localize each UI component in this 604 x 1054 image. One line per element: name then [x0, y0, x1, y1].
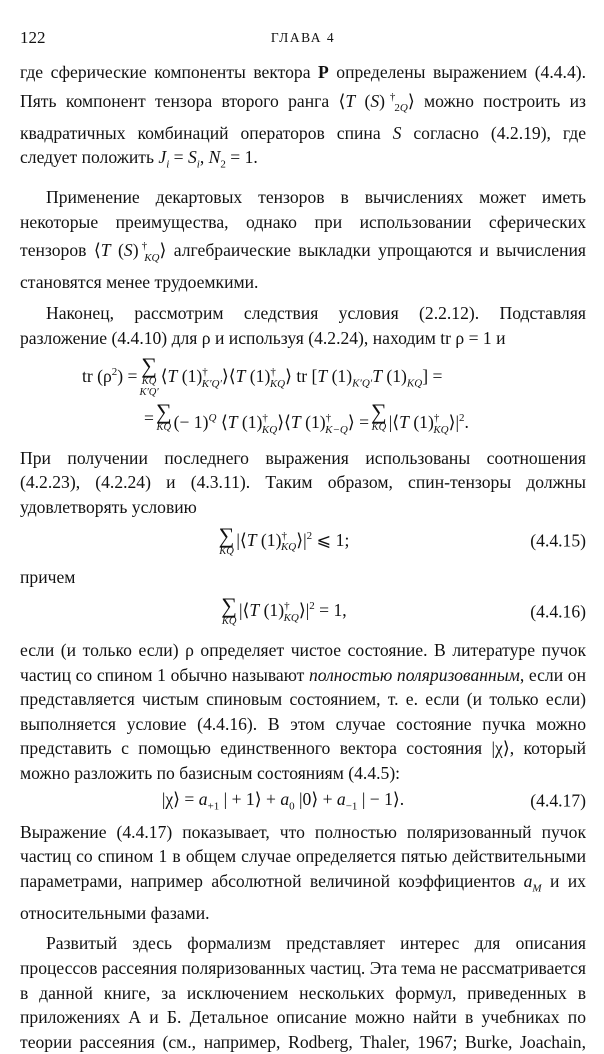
page-header: [20, 28, 586, 60]
equation-number-4-4-17: (4.4.17): [530, 790, 586, 811]
equation-4-4-17: |χ⟩ = $a_{+1}$ | + 1⟩ + $a_0$ |0⟩ + $a_{-1}$ | − 1⟩. (4.4.17): [161, 788, 586, 813]
paragraph-8: Развитый здесь формализм представляет интерес для описания процессов рассеяния поляризованных частиц. Эта тема не рассматривается в данной книге, за исключением нескольких формул, приведенных в приложениях А и Б. Детальное описание можно найти в учебниках по теории рассеяния (см., например, Rodberg, Thaler, 1967; Burke, Joachain,: [20, 933, 586, 1052]
page-number: 122: [20, 28, 46, 47]
paragraph-4: При получении последнего выражения использованы соотношения (4.2.23), (4.2.24) и (4.3.11). Таким образом, спин-тензоры должны удовлетворять условию: [20, 447, 586, 517]
chapter-title: ГЛАВА 4: [270, 30, 336, 45]
paragraph-6: если (и только если) ρ определяет чистое состояние. В литературе пучок частиц со спином 1 обычно называют полностью поляризованным, если он представляется чистым спиновым состоянием, т. е. если (и только если) выполняется условие (4.4.16). В этом случае состояние пучка можно представить с помощью единственного вектора состояния |χ⟩, который можно разложить по базисным состояниям (4.4.5):: [20, 639, 586, 783]
paragraph-7: Выражение (4.4.17) показывает, что полностью поляризованный пучок частиц со спином 1 в общем случае определяется пятью действительными параметрами, например абсолютной величиной коэффициентов $a_M$ и их относительными фазами.: [20, 821, 586, 923]
paragraph-2: Применение декартовых тензоров в вычислениях может иметь некоторые преимущества, однако при использовании сферических тензоров ⟨T $(S)^\dagger_{KQ}⟩$ алгебраические выкладки упрощаются и вычисления становятся менее трудоемкими.: [20, 187, 586, 293]
equation-4-4-15: ∑ KQ |⟨T $(1)^\dagger_{KQ}⟩|^2$ ⩽ 1; (4.4.15): [218, 522, 586, 557]
paragraph-3: Наконец, рассмотрим следствия условия (2.2.12). Подставляя разложение (4.4.10) для ρ и используя (4.2.24), находим tr ρ = 1 и: [20, 303, 586, 348]
page: [20, 28, 586, 1054]
equation-number-4-4-15: (4.4.15): [530, 530, 586, 551]
paragraph-1: где сферические компоненты вектора P определены выражением (4.4.4). Пять компонент тензора второго ранга ⟨T $(S)^\dagger_{2Q}⟩$ можно построить из квадратичных комбинаций операторов спина S согласно (4.2.19), где следует положить $J_i = S_i$, $N_2 = 1$.: [20, 62, 587, 171]
equation-number-4-4-16: (4.4.16): [530, 601, 586, 622]
paragraph-5: причем: [20, 567, 76, 588]
equation-4-4-16: ∑ KQ |⟨T $(1)^\dagger_{KQ}⟩|^2 = 1$, (4.4.16): [221, 593, 586, 628]
equation-trace: tr $(\rho^2)$ = ∑ KQ K′Q′ ⟨T $(1)^\dagger_{K'Q'}⟩⟨T$ $(1)^\dagger_{KQ}⟩$ tr [T $(1)_{K'Q'}T$ $(1)_{KQ}$] = = ∑ KQ (− 1)$^Q$ ⟨T $(1)^\dagger_{KQ}⟩⟨T$ $(1)^\dagger_{K-Q}⟩$ = ∑ KQ |⟨T $(1)^\dagger_{KQ}⟩|^2$.: [82, 353, 469, 436]
